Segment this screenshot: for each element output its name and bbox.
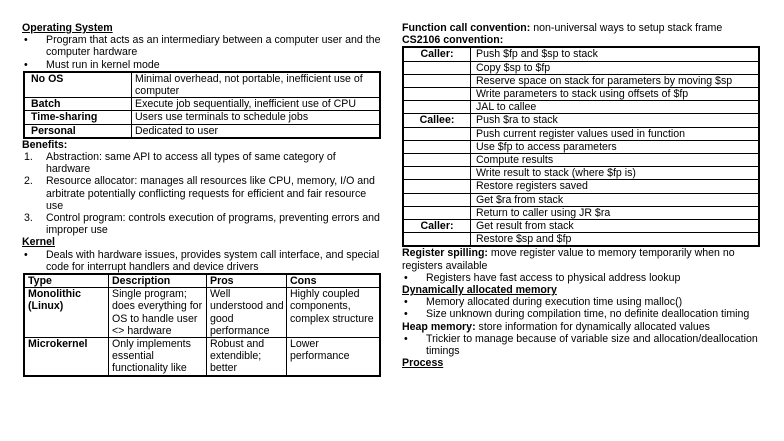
dynamic-heading: Dynamically allocated memory bbox=[402, 284, 557, 297]
call-step: Push current register values used in function bbox=[471, 127, 760, 140]
call-step: Return to caller using JR $ra bbox=[471, 206, 760, 219]
call-role bbox=[403, 167, 471, 180]
call-role bbox=[403, 206, 471, 219]
heap-bullets bbox=[402, 333, 762, 357]
heap-bullet: • Trickier to manage because of variable size and allocation/deallocation timings bbox=[402, 333, 762, 357]
column-header: Pros bbox=[207, 274, 287, 288]
call-role bbox=[403, 74, 471, 87]
list-item bbox=[22, 151, 382, 175]
call-role bbox=[403, 88, 471, 101]
kernel-pros: Robust and extendible; better bbox=[207, 338, 287, 376]
table-row bbox=[403, 180, 759, 193]
table-row bbox=[24, 111, 380, 124]
table-row bbox=[403, 101, 759, 114]
kernel-cons: Lower performance bbox=[287, 338, 381, 376]
table-row bbox=[403, 167, 759, 180]
os-types-table bbox=[23, 71, 381, 139]
list-number: 3. bbox=[24, 212, 33, 225]
kernel-bullet: • Deals with hardware issues, provides system call interface, and special code for interrupt handlers and device drivers bbox=[22, 249, 382, 273]
list-number: 2. bbox=[24, 175, 33, 188]
os-type-desc: Users use terminals to schedule jobs bbox=[132, 111, 381, 124]
process-heading: Process bbox=[402, 357, 444, 370]
calling-heading-rest: non-universal ways to setup stack frame bbox=[530, 22, 723, 34]
kernel-desc: Single program; does everything for OS to handle user <> hardware bbox=[109, 288, 207, 338]
dynamic-bullet: • Size unknown during compilation time, no definite deallocation timing bbox=[402, 308, 762, 320]
heap-text: store information for dynamically allocated values bbox=[475, 320, 710, 333]
call-step: JAL to callee bbox=[471, 101, 760, 114]
kernel-heading: Kernel bbox=[22, 236, 55, 249]
os-bullets bbox=[22, 34, 382, 71]
calling-intro bbox=[402, 22, 762, 34]
list-text: Control program: controls execution of programs, preventing errors and improper use bbox=[46, 212, 380, 237]
table-row bbox=[24, 338, 380, 376]
os-type-desc: Minimal overhead, not portable, inefficient use of computer bbox=[132, 72, 381, 98]
spilling-paragraph bbox=[402, 247, 762, 271]
table-row bbox=[403, 88, 759, 101]
kernel-cons: Highly coupled components, complex structure bbox=[287, 288, 381, 338]
table-row bbox=[403, 233, 759, 247]
call-step: Get $ra from stack bbox=[471, 193, 760, 206]
call-step: Write result to stack (where $fp is) bbox=[471, 167, 760, 180]
list-item bbox=[22, 212, 382, 236]
list-number: 1. bbox=[24, 151, 33, 164]
os-type-name: No OS bbox=[24, 72, 132, 98]
kernel-type: Microkernel bbox=[24, 338, 109, 376]
os-heading: Operating System bbox=[22, 22, 113, 34]
call-step: Push $ra to stack bbox=[471, 114, 760, 127]
list-text: Abstraction: same API to access all types of same category of hardware bbox=[46, 151, 336, 176]
table-row bbox=[403, 140, 759, 153]
calling-subheading: CS2106 convention: bbox=[402, 34, 504, 47]
os-type-name: Time-sharing bbox=[24, 111, 132, 124]
os-type-name: Batch bbox=[24, 98, 132, 111]
list-item bbox=[22, 175, 382, 212]
list-text: Resource allocator: manages all resources like CPU, memory, I/O and arbitrate potentially conflicting requests for efficient and fair resource use bbox=[46, 175, 375, 212]
table-row bbox=[403, 154, 759, 167]
table-header-row bbox=[24, 274, 380, 288]
table-row bbox=[403, 61, 759, 74]
column-header: Description bbox=[109, 274, 207, 288]
call-role bbox=[403, 193, 471, 206]
table-row bbox=[403, 206, 759, 219]
table-row bbox=[24, 288, 380, 338]
os-type-desc: Dedicated to user bbox=[132, 124, 381, 138]
call-step: Copy $sp to $fp bbox=[471, 61, 760, 74]
spilling-term: Register spilling: bbox=[402, 247, 488, 260]
heap-paragraph bbox=[402, 321, 762, 333]
call-role bbox=[403, 140, 471, 153]
call-role: Callee: bbox=[403, 114, 471, 127]
right-column bbox=[402, 22, 762, 369]
benefits-heading: Benefits: bbox=[22, 138, 68, 151]
table-row bbox=[403, 220, 759, 233]
spilling-bullet: • Registers have fast access to physical address lookup bbox=[402, 272, 762, 284]
kernel-pros: Well understood and good performance bbox=[207, 288, 287, 338]
call-role: Caller: bbox=[403, 220, 471, 233]
call-role bbox=[403, 127, 471, 140]
os-bullet: • Must run in kernel mode bbox=[22, 59, 382, 71]
kernel-types-table bbox=[23, 273, 381, 377]
call-step: Compute results bbox=[471, 154, 760, 167]
benefits-list bbox=[22, 151, 382, 236]
spilling-text: move register value to memory temporarily when no registers available bbox=[402, 247, 735, 272]
call-step: Restore $sp and $fp bbox=[471, 233, 760, 247]
table-row bbox=[403, 114, 759, 127]
call-step: Get result from stack bbox=[471, 220, 760, 233]
dynamic-bullets bbox=[402, 296, 762, 320]
calling-convention-body bbox=[403, 47, 759, 246]
call-step: Restore registers saved bbox=[471, 180, 760, 193]
call-role bbox=[403, 61, 471, 74]
kernel-type: Monolithic (Linux) bbox=[24, 288, 109, 338]
call-step: Push $fp and $sp to stack bbox=[471, 47, 760, 61]
table-row bbox=[403, 74, 759, 87]
call-role bbox=[403, 154, 471, 167]
table-row bbox=[403, 193, 759, 206]
table-row bbox=[24, 124, 380, 138]
table-row bbox=[403, 47, 759, 61]
call-role bbox=[403, 233, 471, 247]
left-column bbox=[22, 22, 382, 377]
os-type-name: Personal bbox=[24, 124, 132, 138]
call-step: Write parameters to stack using offsets of $fp bbox=[471, 88, 760, 101]
column-header: Type bbox=[24, 274, 109, 288]
heap-term: Heap memory: bbox=[402, 320, 476, 333]
call-step: Reserve space on stack for parameters by moving $sp bbox=[471, 74, 760, 87]
os-type-desc: Execute job sequentially, inefficient use of CPU bbox=[132, 98, 381, 111]
call-step: Use $fp to access parameters bbox=[471, 140, 760, 153]
spilling-bullets bbox=[402, 272, 762, 284]
table-row bbox=[403, 127, 759, 140]
call-role bbox=[403, 101, 471, 114]
calling-heading: Function call convention: bbox=[402, 22, 531, 34]
kernel-desc: Only implements essential functionality like bbox=[109, 338, 207, 376]
kernel-bullets bbox=[22, 249, 382, 273]
table-row bbox=[24, 98, 380, 111]
calling-convention-table bbox=[402, 46, 760, 247]
dynamic-bullet: • Memory allocated during execution time using malloc() bbox=[402, 296, 762, 308]
call-role: Caller: bbox=[403, 47, 471, 61]
column-header: Cons bbox=[287, 274, 381, 288]
table-row bbox=[24, 72, 380, 98]
call-role bbox=[403, 180, 471, 193]
os-bullet: • Program that acts as an intermediary between a computer user and the computer hardware bbox=[22, 34, 382, 58]
